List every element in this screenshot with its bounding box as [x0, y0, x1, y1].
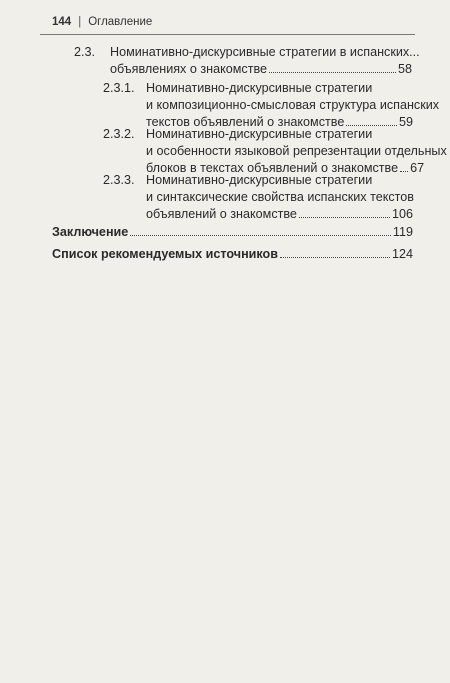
toc-page-number: 59 [398, 115, 413, 129]
toc-entry-text: Номинативно-дискурсивные стратегии [146, 81, 373, 95]
toc-entry-text: текстов объявлений о знакомстве [146, 115, 345, 129]
leader-dots [130, 235, 391, 236]
page-number: 144 [52, 16, 72, 28]
toc-entry-sources[interactable] [52, 246, 413, 263]
toc-entry-2-3-1[interactable] [146, 80, 440, 131]
running-header [52, 14, 410, 30]
toc-entry-text: объявлениях о знакомстве [110, 62, 268, 76]
toc-page-number: 119 [392, 225, 413, 239]
header-separator: | [78, 16, 82, 28]
toc-entry-text: и особенности языковой репрезентации отдельных [146, 144, 447, 158]
toc-entry-text: объявлений о знакомстве [146, 207, 297, 221]
leader-dots [280, 257, 390, 258]
toc-entry-text: и композиционно-смысловая структура испанских [146, 98, 440, 112]
toc-page-number: 106 [391, 207, 413, 221]
toc-number: 2.3.2. [103, 127, 135, 141]
toc-entry-text: Номинативно-дискурсивные стратегии [146, 127, 373, 141]
toc-page-number: 67 [410, 161, 425, 175]
toc-entry-2-3-2[interactable] [146, 126, 447, 177]
header-title: Оглавление [88, 16, 153, 28]
toc-entry-text: и синтаксические свойства испанских текстов [146, 190, 414, 204]
leader-dots [299, 217, 390, 218]
header-rule [40, 34, 415, 35]
toc-entry-text: Список рекомендуемых источников [52, 247, 278, 261]
toc-entry-text: Номинативно-дискурсивные стратегии [146, 173, 373, 187]
toc-number: 2.3.3. [103, 173, 135, 187]
toc-page-number: 124 [391, 247, 413, 261]
toc-page-number: 58 [397, 62, 412, 76]
toc-number: 2.3.1. [103, 81, 135, 95]
toc-entry-2-3-3[interactable] [146, 172, 413, 223]
toc-number: 2.3. [74, 45, 96, 59]
toc-entry-conclusion[interactable] [52, 224, 413, 241]
toc-entry-text: блоков в текстах объявлений о знакомстве [146, 161, 399, 175]
toc-entry-text: Заключение [52, 225, 129, 239]
leader-dots [269, 72, 396, 73]
toc-entry-2-3[interactable] [110, 44, 420, 78]
toc-entry-text: Номинативно-дискурсивные стратегии в испанских... [110, 45, 420, 59]
